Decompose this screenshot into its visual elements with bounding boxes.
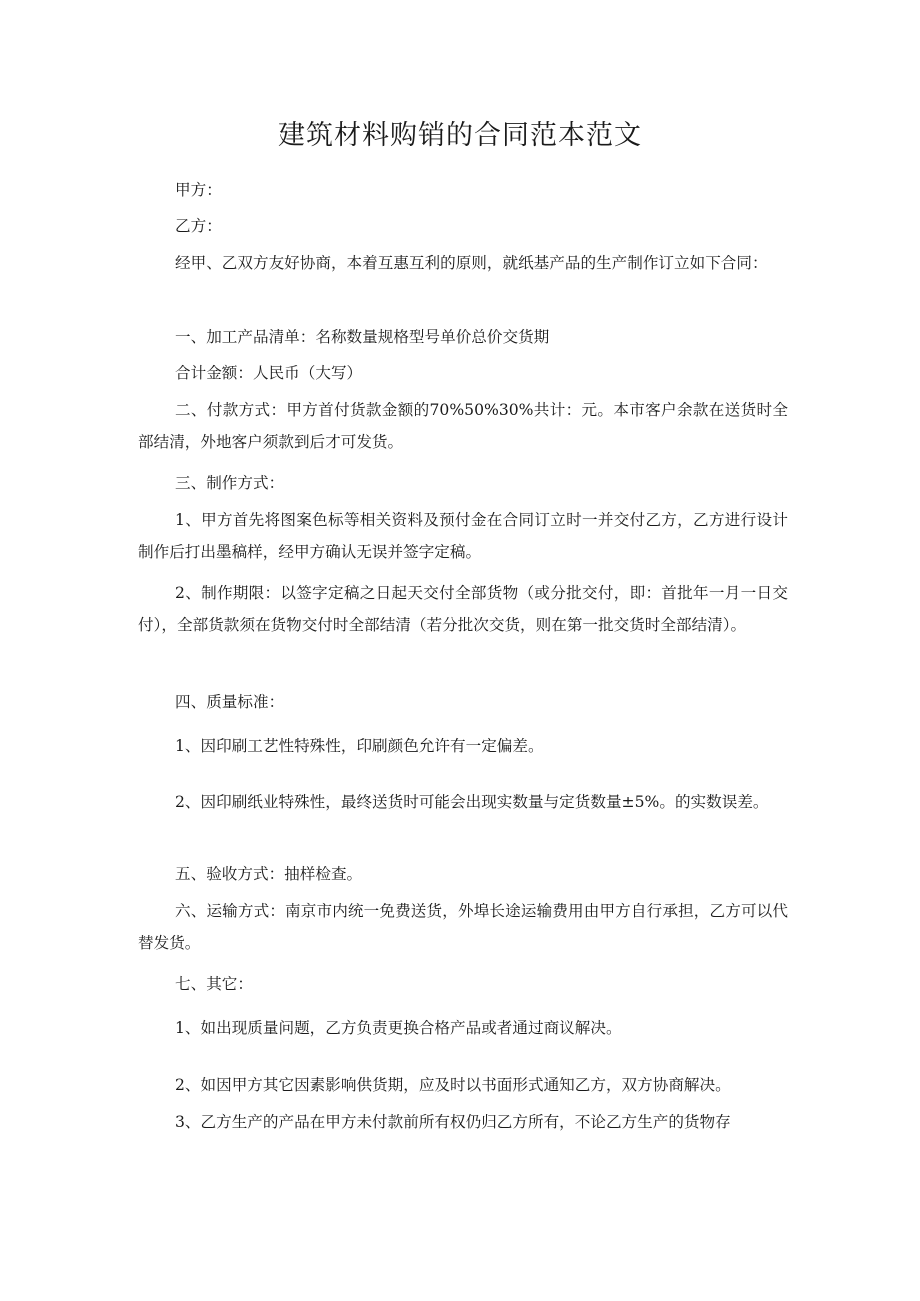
section-4-item-2: 2、因印刷纸业特殊性，最终送货时可能会出现实数量与定货数量±5%。的实数误差。	[175, 793, 769, 811]
section-2-paragraph: 二、付款方式：甲方首付货款金额的70%50%30%共计：元。本市客户余款在送货时全部结清，外地客户须款到后才可发货。	[138, 401, 788, 451]
total-amount-line: 合计金额：人民币（大写）	[175, 364, 363, 382]
party-b-line: 乙方：	[175, 217, 222, 235]
section-7-item-2: 2、如因甲方其它因素影响供货期，应及时以书面形式通知乙方，双方协商解决。	[175, 1076, 731, 1094]
document-title: 建筑材料购销的合同范本范文	[278, 120, 642, 151]
section-1-heading: 一、加工产品清单：名称数量规格型号单价总价交货期	[175, 328, 550, 346]
section-4-item-1: 1、因印刷工艺性特殊性，印刷颜色允许有一定偏差。	[175, 737, 544, 755]
section-7-item-1: 1、如出现质量问题，乙方负责更换合格产品或者通过商议解决。	[175, 1019, 622, 1037]
section-3-item-2: 2、制作期限：以签字定稿之日起天交付全部货物（或分批交付，即：首批年一月一日交付），全部货款须在货物交付时全部结清（若分批次交货，则在第一批交货时全部结清）。	[138, 584, 788, 634]
section-3-item-1: 1、甲方首先将图案色标等相关资料及预付金在合同订立时一并交付乙方，乙方进行设计制作后打出墨稿样，经甲方确认无误并签字定稿。	[138, 511, 788, 561]
section-7-heading: 七、其它：	[175, 975, 253, 993]
section-6-paragraph: 六、运输方式：南京市内统一免费送货，外埠长途运输费用由甲方自行承担，乙方可以代替发货。	[138, 902, 788, 952]
section-3-heading: 三、制作方式：	[175, 474, 285, 492]
preamble-paragraph: 经甲、乙双方友好协商，本着互惠互利的原则，就纸基产品的生产制作订立如下合同：	[175, 254, 768, 272]
section-7-item-3: 3、乙方生产的产品在甲方未付款前所有权仍归乙方所有，不论乙方生产的货物存	[175, 1113, 731, 1131]
section-5-paragraph: 五、验收方式：抽样检查。	[175, 865, 363, 883]
section-4-heading: 四、质量标准：	[175, 693, 285, 711]
party-a-line: 甲方：	[175, 181, 222, 199]
